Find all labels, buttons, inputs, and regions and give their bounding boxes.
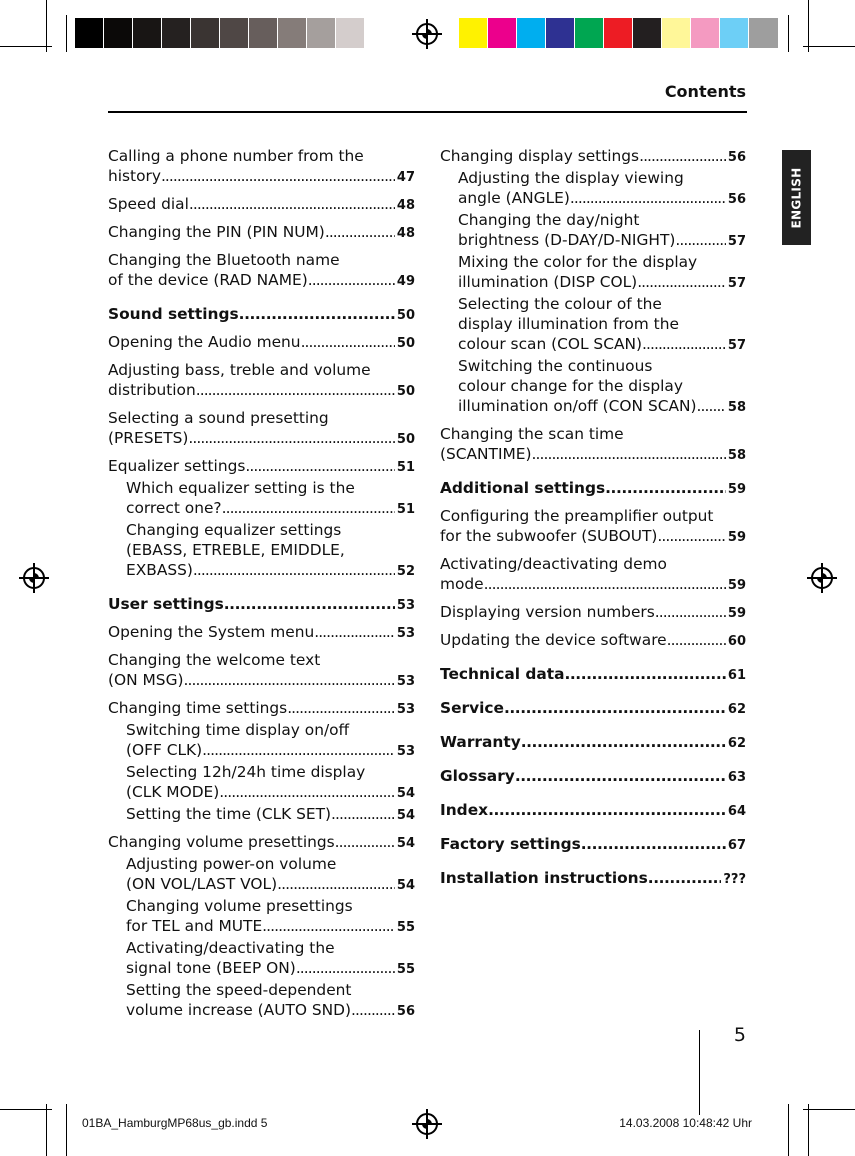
dot-leader [301,332,395,352]
dot-leader [314,622,395,642]
toc-page-number: 50 [396,432,415,447]
toc-entry[interactable] [108,650,415,692]
dot-leader [637,272,726,292]
toc-entry-text: correct one? [126,499,222,517]
toc-entry-text: (PRESETS) [108,429,189,447]
toc-page-number: 62 [727,702,746,717]
toc-entry[interactable] [440,294,746,356]
process-swatch [662,18,691,48]
dot-leader [184,670,395,690]
toc-entry-text: Updating the device software [440,631,667,649]
dot-leader [504,698,726,718]
toc-entry[interactable] [108,622,415,644]
process-swatch [546,18,575,48]
toc-entry[interactable] [440,732,746,754]
toc-entry-text: Displaying version numbers [440,603,655,621]
dot-leader [224,594,395,614]
dot-leader [532,444,726,464]
dot-leader [648,868,722,888]
dot-leader [667,630,726,650]
dot-leader [196,380,395,400]
toc-page-number: 53 [396,674,415,689]
process-swatch [517,18,546,48]
toc-entry-text: Changing the scan time [440,425,624,443]
dot-leader [488,800,726,820]
toc-entry-text: Changing volume presettings [126,897,353,915]
toc-page-number: 62 [727,736,746,751]
crop-mark [66,15,67,52]
toc-entry[interactable] [440,356,746,418]
toc-entry[interactable] [108,980,415,1022]
toc-entry-text: Changing equalizer settings [126,521,342,539]
toc-entry-text: Speed dial [108,195,189,213]
toc-entry-text: Selecting 12h/24h time display [126,763,366,781]
toc-entry-text: illumination (DISP COL) [458,273,638,291]
toc-page-number: 51 [396,502,415,517]
toc-entry-text: Index [440,801,489,819]
toc-entry[interactable] [440,252,746,294]
toc-entry[interactable] [440,478,746,500]
toc-page-number: 50 [396,384,415,399]
toc-entry-text: Changing the Bluetooth name [108,251,340,269]
process-swatch [488,18,517,48]
toc-page-number: 55 [396,920,415,935]
toc-page-number: 64 [727,804,746,819]
dot-leader [351,1000,395,1020]
grayscale-swatch [336,18,365,48]
toc-entry[interactable] [108,938,415,980]
toc-page-number: 57 [727,234,746,249]
dot-leader [188,428,395,448]
toc-entry-text: Switching time display on/off [126,721,350,739]
dot-leader [325,222,395,242]
toc-page-number: 60 [727,634,746,649]
toc-entry-text: Opening the Audio menu [108,333,301,351]
dot-leader [296,958,395,978]
toc-entry-text: Service [440,699,504,717]
dot-leader [202,740,395,760]
toc-entry-text: Switching the continuous [458,357,653,375]
process-swatch [691,18,720,48]
toc-entry[interactable] [108,854,415,896]
dot-leader [657,526,726,546]
dot-leader [655,602,726,622]
toc-entry-text: Which equalizer setting is the [126,479,355,497]
dot-leader [697,396,726,416]
toc-entry-text: Factory settings [440,835,581,853]
grayscale-color-bar [75,18,394,48]
toc-entry-text: Changing display settings [440,147,640,165]
grayscale-swatch [133,18,162,48]
grayscale-swatch [162,18,191,48]
toc-entry[interactable] [108,720,415,762]
process-swatch [575,18,604,48]
toc-entry-text: Changing the welcome text [108,651,321,669]
toc-entry-text: Installation instructions [440,869,648,887]
process-color-bar [459,18,778,48]
dot-leader [570,188,726,208]
toc-page-number: 53 [396,702,415,717]
crop-mark [808,0,809,52]
dot-leader [642,334,726,354]
toc-page-number: 58 [727,448,746,463]
toc-page-number: 63 [727,770,746,785]
toc-entry[interactable] [108,250,415,292]
toc-entry-text: Setting the speed-dependent [126,981,352,999]
toc-entry-text: Changing volume presettings [108,833,335,851]
process-swatch [720,18,749,48]
grayscale-swatch [191,18,220,48]
toc-entry-text: illumination on/off (CON SCAN) [458,397,697,415]
toc-entry-text: for the subwoofer (SUBOUT) [440,527,658,545]
dot-leader [219,782,395,802]
toc-entry[interactable] [440,630,746,652]
dot-leader [605,478,726,498]
toc-page-number: 48 [396,226,415,241]
toc-entry[interactable] [108,594,415,616]
toc-entry-text: angle (ANGLE) [458,189,570,207]
grayscale-swatch [75,18,104,48]
toc-page-number: 49 [396,274,415,289]
toc-right-column [440,146,746,890]
toc-page-number: 67 [727,838,746,853]
toc-entry[interactable] [108,456,415,478]
toc-page-number: 56 [727,150,746,165]
toc-entry-text: Selecting the colour of the [458,295,662,313]
toc-entry-text: Warranty [440,733,521,751]
crop-mark [788,1104,789,1156]
toc-page-number: 47 [396,170,415,185]
toc-page-number: 50 [396,308,415,323]
process-swatch [633,18,662,48]
page-number-rule [699,1030,700,1115]
dot-leader [335,832,395,852]
toc-page-number: 59 [727,606,746,621]
grayscale-swatch [307,18,336,48]
toc-page-number: 57 [727,276,746,291]
toc-entry-text: Setting the time (CLK SET) [126,805,332,823]
toc-entry[interactable] [440,602,746,624]
toc-page-number: 53 [396,598,415,613]
crop-mark [0,46,52,47]
toc-page-number: 57 [727,338,746,353]
toc-entry[interactable] [108,304,415,326]
toc-page-number: 61 [727,668,746,683]
toc-entry-text: Changing time settings [108,699,288,717]
process-swatch [749,18,778,48]
toc-entry-text: Changing the day/night [458,211,640,229]
toc-page-number: 50 [396,336,415,351]
grayscale-swatch [278,18,307,48]
registration-mark-icon [811,567,833,589]
toc-entry-text: Additional settings [440,479,606,497]
grayscale-swatch [104,18,133,48]
toc-entry[interactable] [108,698,415,720]
toc-entry-text: Adjusting the display viewing [458,169,684,187]
dot-leader [193,560,395,580]
toc-entry-text: Activating/deactivating the [126,939,335,957]
registration-mark-icon [416,23,438,45]
toc-entry-text: display illumination from the [458,315,679,333]
toc-page-number: 58 [727,400,746,415]
dot-leader [277,874,395,894]
toc-page-number: 56 [727,192,746,207]
toc-entry[interactable] [108,478,415,520]
toc-entry-text: Configuring the preamplifier output [440,507,714,525]
toc-entry-text: Opening the System menu [108,623,315,641]
toc-entry-text: (EBASS, ETREBLE, EMIDDLE, [126,541,345,559]
toc-page-number: 54 [396,836,415,851]
toc-entry-text: history [108,167,161,185]
crop-mark [66,1104,67,1156]
toc-entry-text: Technical data [440,665,565,683]
toc-page-number: 53 [396,744,415,759]
toc-entry-text: brightness (D-DAY/D-NIGHT) [458,231,676,249]
dot-leader [484,574,726,594]
toc-entry[interactable] [440,424,746,466]
toc-page-number: 54 [396,878,415,893]
grayscale-swatch [220,18,249,48]
toc-entry[interactable] [440,868,746,890]
dot-leader [262,916,395,936]
toc-entry-text: Activating/deactivating demo [440,555,667,573]
crop-mark [0,1109,52,1110]
footer-timestamp: 14.03.2008 10:48:42 Uhr [619,1116,752,1130]
dot-leader [161,166,395,186]
dot-leader [675,230,726,250]
toc-entry-text: of the device (RAD NAME) [108,271,308,289]
dot-leader [239,304,395,324]
toc-entry-text: Sound settings [108,305,239,323]
toc-entry[interactable] [440,554,746,596]
toc-page-number: 51 [396,460,415,475]
toc-entry[interactable] [440,210,746,252]
footer-file-name: 01BA_HamburgMP68us_gb.indd 5 [82,1116,268,1130]
toc-entry[interactable] [440,698,746,720]
header-rule [108,111,747,113]
toc-entry[interactable] [108,146,415,188]
toc-entry[interactable] [440,766,746,788]
toc-entry-text: (ON VOL/LAST VOL) [126,875,278,893]
toc-entry-text: Selecting a sound presetting [108,409,329,427]
toc-entry-text: Glossary [440,767,515,785]
toc-entry-text: User settings [108,595,224,613]
dot-leader [189,194,395,214]
toc-entry[interactable] [108,832,415,854]
toc-entry[interactable] [108,332,415,354]
toc-page-number: 48 [396,198,415,213]
toc-entry-text: (SCANTIME) [440,445,532,463]
toc-entry-text: mode [440,575,484,593]
toc-entry-text: Adjusting power-on volume [126,855,337,873]
dot-leader [565,664,726,684]
toc-entry-text: Mixing the color for the display [458,253,698,271]
registration-mark-icon [23,567,45,589]
crop-mark [803,46,855,47]
toc-entry-text: (OFF CLK) [126,741,203,759]
toc-page-number: 53 [396,626,415,641]
crop-mark [808,1104,809,1156]
dot-leader [639,146,726,166]
toc-entry-text: distribution [108,381,196,399]
toc-entry-text: for TEL and MUTE [126,917,263,935]
toc-page-number: 55 [396,962,415,977]
dot-leader [521,732,726,752]
page-title: Contents [664,82,746,101]
language-tab [782,150,811,245]
dot-leader [222,498,395,518]
dot-leader [515,766,726,786]
crop-mark [788,15,789,52]
toc-entry-text: Changing the PIN (PIN NUM) [108,223,325,241]
dot-leader [287,698,395,718]
toc-entry[interactable] [440,168,746,210]
grayscale-swatch [249,18,278,48]
dot-leader [581,834,726,854]
toc-entry-text: colour change for the display [458,377,683,395]
language-tab-label: ENGLISH [789,167,804,228]
crop-mark [46,0,47,52]
toc-page-number: 54 [396,808,415,823]
dot-leader [308,270,395,290]
registration-mark-icon [416,1113,438,1135]
toc-entry[interactable] [440,834,746,856]
toc-entry[interactable] [108,762,415,804]
toc-entry[interactable] [108,194,415,216]
process-swatch [604,18,633,48]
dot-leader [331,804,395,824]
process-swatch [459,18,488,48]
toc-entry[interactable] [108,360,415,402]
toc-entry[interactable] [440,664,746,686]
crop-mark [803,1109,855,1110]
toc-entry-text: Adjusting bass, treble and volume [108,361,371,379]
toc-page-number: 59 [727,578,746,593]
toc-page-number: 54 [396,786,415,801]
crop-mark [46,1104,47,1156]
toc-entry[interactable] [108,222,415,244]
toc-entry-text: (CLK MODE) [126,783,220,801]
toc-entry[interactable] [108,408,415,450]
toc-entry-text: (ON MSG) [108,671,184,689]
toc-entry[interactable] [440,800,746,822]
toc-entry-text: signal tone (BEEP ON) [126,959,296,977]
toc-entry-text: EXBASS) [126,561,193,579]
toc-page-number: 59 [727,530,746,545]
toc-entry[interactable] [108,896,415,938]
toc-entry-text: Equalizer settings [108,457,246,475]
toc-entry[interactable] [440,146,746,168]
toc-entry[interactable] [108,804,415,826]
toc-page-number: ??? [723,872,746,887]
toc-entry[interactable] [440,506,746,548]
grayscale-swatch [365,18,394,48]
dot-leader [245,456,395,476]
toc-entry-text: Calling a phone number from the [108,147,364,165]
toc-page-number: 52 [396,564,415,579]
toc-left-column [108,146,415,1022]
toc-entry[interactable] [108,520,415,582]
toc-entry-text: volume increase (AUTO SND) [126,1001,352,1019]
page-number: 5 [733,1024,746,1046]
toc-entry-text: colour scan (COL SCAN) [458,335,642,353]
toc-page-number: 59 [727,482,746,497]
toc-page-number: 56 [396,1004,415,1019]
